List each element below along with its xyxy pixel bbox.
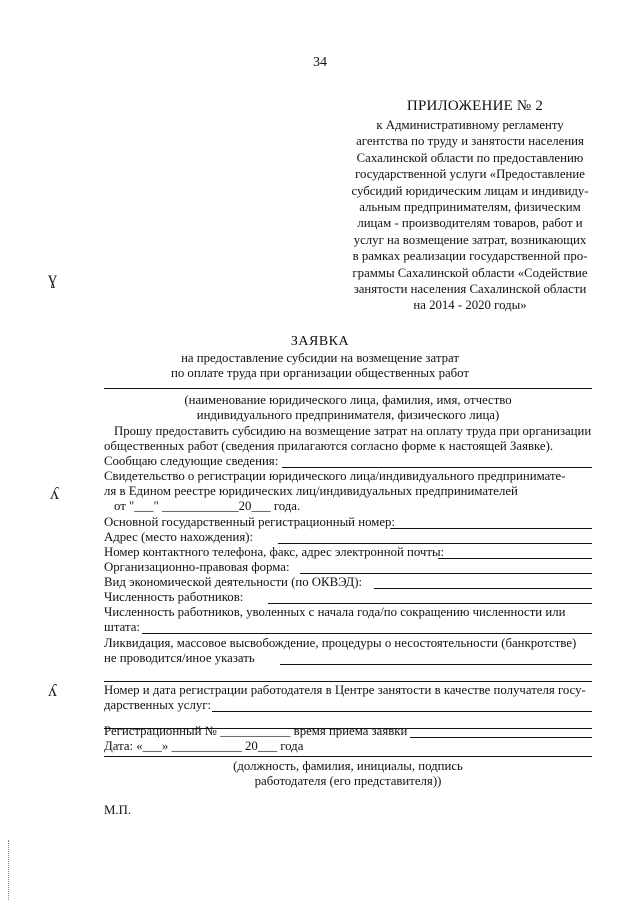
- info-field[interactable]: [282, 467, 592, 468]
- appendix-line: лицам - производителям товаров, работ и: [357, 216, 583, 231]
- legal-form-label: Организационно-правовая форма:: [104, 560, 290, 574]
- appendix-line: в рамках реализации государственной про-: [352, 249, 588, 264]
- margin-mark: ʎ: [48, 680, 57, 700]
- request-text: Прошу предоставить субсидию на возмещение затрат на оплату труда при организации: [114, 424, 592, 438]
- appendix-line: Сахалинской области по предоставлению: [356, 150, 584, 165]
- employees-label: Численность работников:: [104, 590, 244, 604]
- appendix-line: занятости населения Сахалинской области: [353, 282, 587, 297]
- appendix-line: государственной услуги «Предоставление: [355, 167, 585, 182]
- name-field[interactable]: [104, 388, 592, 389]
- reg-number-label: Регистрационный № ___________ время приема заявки: [104, 724, 408, 738]
- certificate-date: от "___" ____________20___ года.: [114, 499, 301, 513]
- address-label: Адрес (место нахождения):: [104, 530, 254, 544]
- okved-label: Вид экономической деятельности (по ОКВЭД):: [104, 575, 363, 589]
- margin-mark: ʎ: [50, 483, 59, 503]
- address-field[interactable]: [278, 543, 592, 544]
- request-text: общественных работ (сведения прилагаются согласно форме к настоящей Заявке).: [104, 439, 554, 453]
- ogrn-label: Основной государственный регистрационный номер:: [104, 515, 395, 529]
- dismissed-text: Численность работников, уволенных с начала года/по сокращению численности или: [104, 605, 566, 619]
- appendix-line: услуг на возмещение затрат, возникающих: [353, 232, 587, 247]
- dismissed-text: штата:: [104, 620, 140, 634]
- appendix-body: [330, 117, 610, 314]
- liquidation-text: Ликвидация, массовое высвобождение, процедуры о несостоятельности (банкротстве): [104, 636, 577, 650]
- registration-text: дарственных услуг:: [104, 698, 212, 712]
- margin-mark: ɣ: [48, 268, 57, 288]
- phone-label: Номер контактного телефона, факс, адрес электронной почты:: [104, 545, 445, 559]
- name-caption: (наименование юридического лица, фамилия, имя, отчество: [184, 393, 512, 407]
- name-caption: индивидуального предпринимателя, физического лица): [196, 408, 500, 422]
- appendix-line: агентства по труду и занятости населения: [356, 134, 584, 149]
- liquidation-field-2[interactable]: [104, 681, 592, 682]
- appendix-line: субсидий юридическим лицам и индивиду-: [351, 183, 589, 198]
- date-label: Дата: «___» ___________ 20___ года: [104, 739, 304, 753]
- scan-edge: [8, 840, 10, 900]
- signature-field[interactable]: [104, 756, 592, 757]
- appendix-line: к Административному регламенту: [376, 118, 564, 132]
- liquidation-field[interactable]: [280, 664, 592, 665]
- signature-caption: (должность, фамилия, инициалы, подпись: [233, 759, 463, 773]
- legal-form-field[interactable]: [300, 573, 592, 574]
- form-subtitle: на предоставление субсидии на возмещение затрат: [181, 351, 459, 365]
- registration-field[interactable]: [212, 711, 592, 712]
- appendix-line: альным предпринимателям, физическим: [359, 200, 581, 215]
- certificate-text: Свидетельство о регистрации юридического лица/индивидуального предпринимате-: [104, 469, 566, 483]
- reg-time-field[interactable]: [410, 737, 592, 738]
- page-number: 34: [313, 55, 327, 70]
- form-subtitle: по оплате труда при организации общественных работ: [170, 366, 470, 380]
- appendix-line: на 2014 - 2020 годы»: [413, 298, 527, 313]
- phone-field[interactable]: [438, 558, 592, 559]
- certificate-text: ля в Едином реестре юридических лиц/индивидуальных предпринимателей: [104, 484, 518, 498]
- registration-text: Номер и дата регистрации работодателя в Центре занятости в качестве получателя госу-: [104, 683, 586, 697]
- ogrn-field[interactable]: [390, 528, 592, 529]
- dismissed-field[interactable]: [142, 633, 592, 634]
- liquidation-text: не проводится/иное указать: [104, 651, 255, 665]
- employees-field[interactable]: [268, 603, 592, 604]
- okved-field[interactable]: [374, 588, 592, 589]
- signature-caption: работодателя (его представителя)): [254, 774, 442, 788]
- form-title: ЗАЯВКА: [290, 334, 350, 349]
- appendix-title: ПРИЛОЖЕНИЕ № 2: [406, 98, 544, 114]
- appendix-line: граммы Сахалинской области «Содействие: [352, 265, 588, 280]
- info-label: Сообщаю следующие сведения:: [104, 454, 279, 468]
- stamp-label: М.П.: [104, 803, 132, 817]
